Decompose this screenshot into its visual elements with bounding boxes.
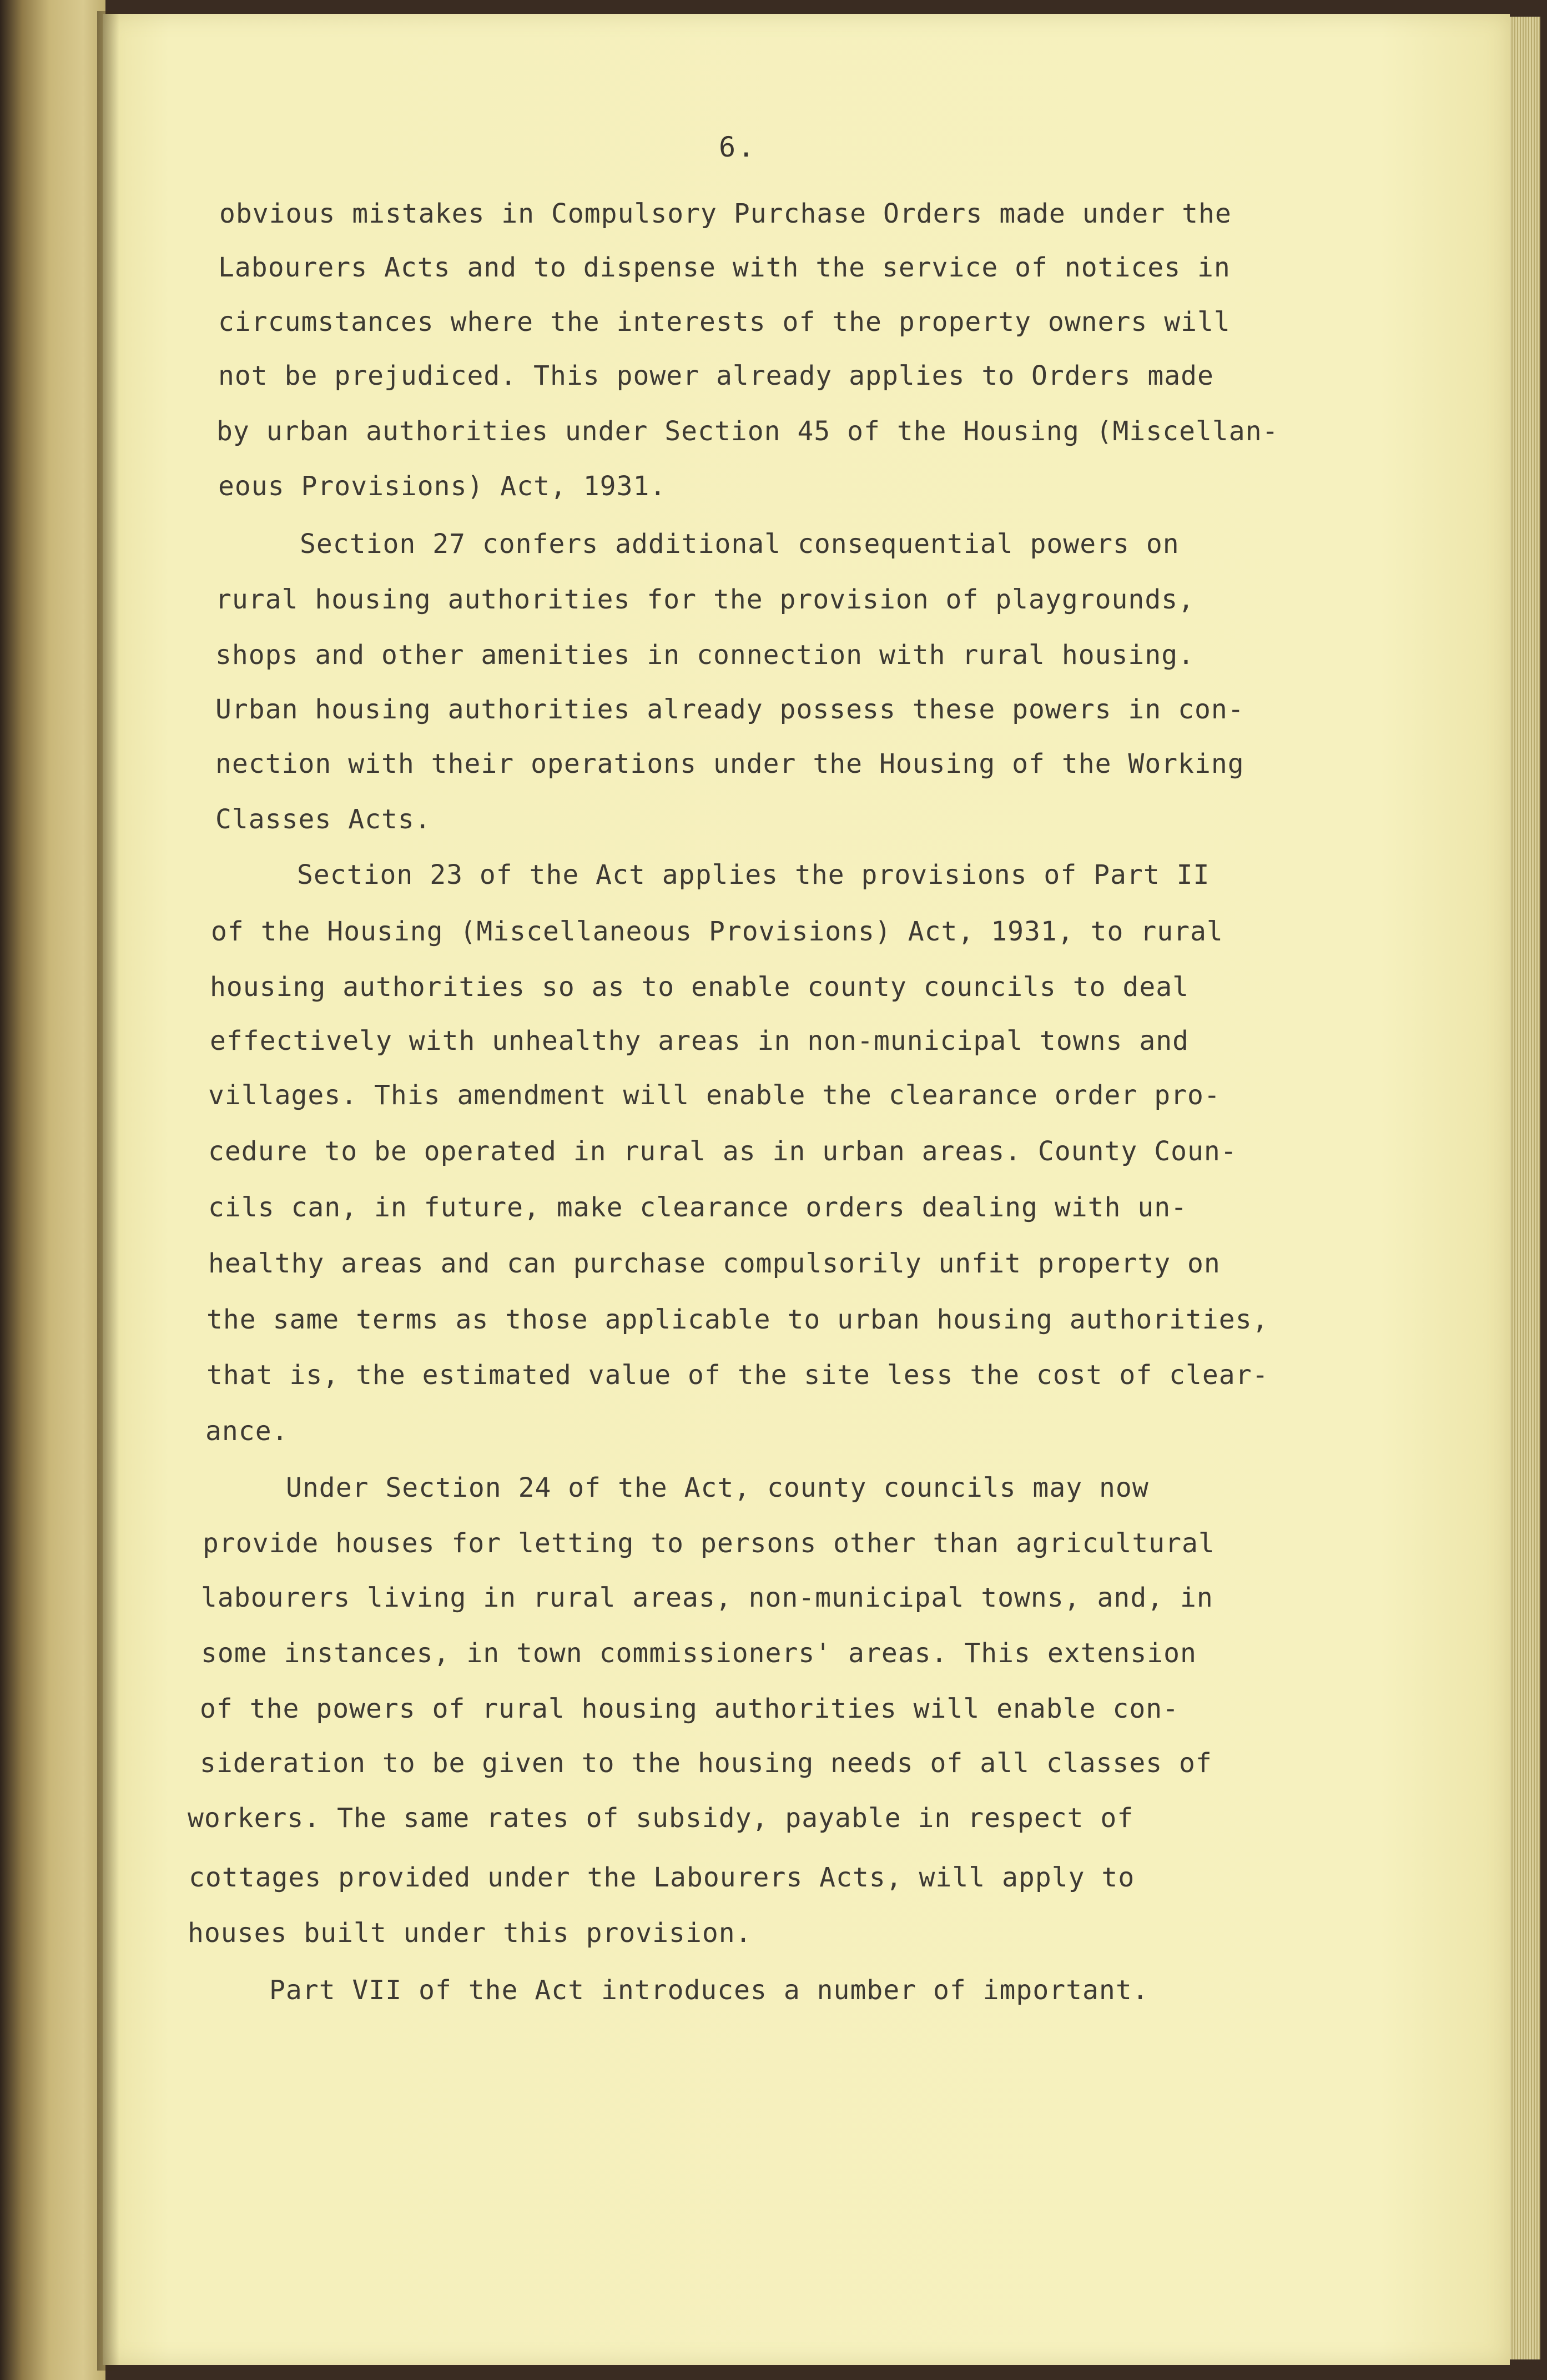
text-line: sideration to be given to the housing needs of all classes of [200,1748,1212,1779]
text-line: shops and other amenities in connection with rural housing. [215,640,1195,671]
text-line: rural housing authorities for the provision of playgrounds, [215,584,1195,615]
text-line: Under Section 24 of the Act, county councils may now [286,1472,1149,1503]
text-line: that is, the estimated value of the site less the cost of clear- [206,1360,1269,1391]
text-line: eous Provisions) Act, 1931. [218,471,667,502]
text-line: cottages provided under the Labourers Acts, will apply to [189,1862,1135,1893]
text-line: labourers living in rural areas, non-municipal towns, and, in [201,1582,1213,1613]
text-line: villages. This amendment will enable the clearance order pro- [208,1080,1221,1111]
text-line: Section 23 of the Act applies the provisions of Part II [297,859,1210,890]
left-page-edge [0,0,105,2380]
gutter-shadow [97,11,119,2371]
text-line: Labourers Acts and to dispense with the service of notices in [218,252,1231,283]
text-line: of the Housing (Miscellaneous Provisions) Act, 1931, to rural [211,916,1223,947]
text-line: of the powers of rural housing authorities will enable con- [200,1693,1180,1724]
text-line: cedure to be operated in rural as in urban areas. County Coun- [208,1136,1237,1167]
text-line: Urban housing authorities already possess these powers in con- [215,694,1244,725]
text-line: houses built under this provision. [188,1918,752,1949]
text-line: some instances, in town commissioners' areas. This extension [201,1638,1197,1669]
text-line: cils can, in future, make clearance orders dealing with un- [208,1192,1188,1223]
text-line: the same terms as those applicable to urban housing authorities, [206,1304,1269,1335]
text-line: circumstances where the interests of the property owners will [218,306,1231,338]
text-line: Classes Acts. [215,804,431,835]
text-line: housing authorities so as to enable county councils to deal [210,972,1190,1003]
text-line: effectively with unhealthy areas in non-municipal towns and [210,1025,1190,1056]
text-line: obvious mistakes in Compulsory Purchase Orders made under the [219,198,1232,229]
text-line: not be prejudiced. This power already applies to Orders made [218,360,1214,391]
page-number: 6. [719,131,757,163]
page-stack-edge [1507,17,1540,2359]
text-line: provide houses for letting to persons other than agricultural [203,1528,1215,1559]
text-line: Section 27 confers additional consequential powers on [300,529,1180,560]
text-line: workers. The same rates of subsidy, payable in respect of [188,1803,1134,1834]
text-line: healthy areas and can purchase compulsorily unfit property on [208,1248,1221,1279]
text-line: Part VII of the Act introduces a number of important. [269,1975,1149,2006]
text-line: by urban authorities under Section 45 of the Housing (Miscellan- [216,416,1279,447]
text-line: ance. [205,1416,289,1447]
text-line: nection with their operations under the Housing of the Working [215,748,1244,779]
